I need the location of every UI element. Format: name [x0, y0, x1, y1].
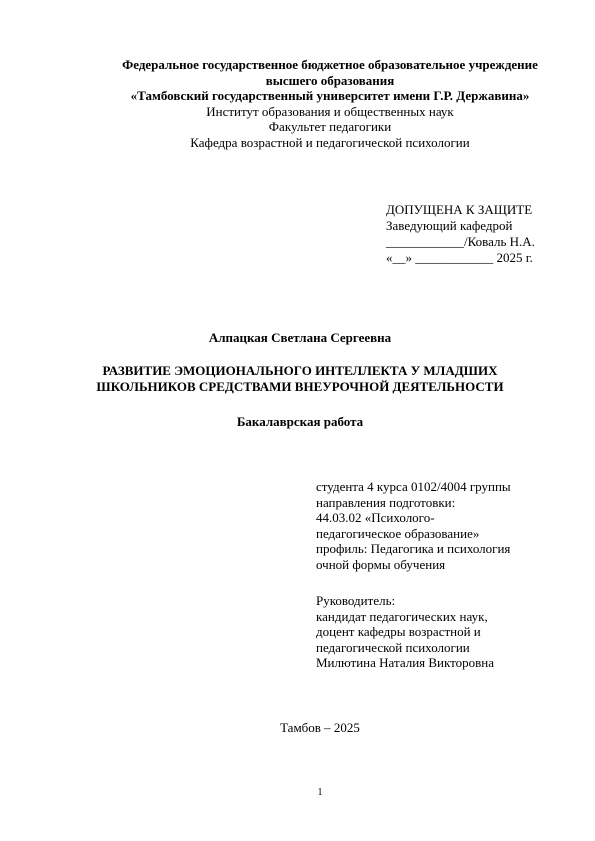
student-info	[316, 479, 556, 572]
approval-signature: ____________/Коваль Н.А.	[386, 234, 535, 249]
header-line-5: Факультет педагогики	[268, 119, 392, 134]
student-line-3: 44.03.02 «Психолого-	[316, 510, 435, 525]
supervisor-line-3: доцент кафедры возрастной и	[316, 624, 481, 639]
supervisor-line-4: педагогической психологии	[316, 639, 470, 655]
supervisor-line-1: Руководитель:	[316, 593, 396, 608]
student-line-1: студента 4 курса 0102/4004 группы	[316, 479, 511, 494]
supervisor-info	[316, 593, 556, 671]
approval-status: ДОПУЩЕНА К ЗАЩИТЕ	[386, 202, 533, 217]
student-line-4: педагогическое образование»	[316, 525, 480, 541]
supervisor-line-5: Милютина Наталия Викторовна	[316, 655, 495, 670]
header-line-1: Федеральное государственное бюджетное образовательное учреждение	[122, 57, 538, 72]
institution-header	[60, 57, 595, 150]
student-line-5: профиль: Педагогика и психология	[316, 541, 511, 556]
author-name: Алпацкая Светлана Сергеевна	[208, 330, 392, 345]
page-number: 1	[317, 787, 323, 798]
header-line-2: высшего образования	[265, 72, 395, 88]
thesis-title	[80, 363, 520, 394]
header-line-4: Институт образования и общественных наук	[206, 103, 454, 119]
title-line-2: ШКОЛЬНИКОВ СРЕДСТВАМИ ВНЕУРОЧНОЙ ДЕЯТЕЛЬНОСТИ	[96, 378, 504, 394]
header-line-6: Кафедра возрастной и педагогической психологии	[190, 134, 470, 150]
supervisor-line-2: кандидат педагогических наук,	[316, 608, 488, 624]
approval-date: «__» ____________ 2025 г.	[386, 250, 533, 265]
student-line-2: направления подготовки:	[316, 494, 456, 510]
city-year: Тамбов – 2025	[280, 720, 360, 735]
approval-block	[386, 202, 586, 266]
student-line-6: очной формы обучения	[316, 556, 446, 572]
work-type: Бакалаврская работа	[236, 414, 364, 429]
approval-role: Заведующий кафедрой	[386, 218, 513, 233]
header-line-3: «Тамбовский государственный университет имени Г.Р. Державина»	[130, 88, 530, 103]
title-line-1: РАЗВИТИЕ ЭМОЦИОНАЛЬНОГО ИНТЕЛЛЕКТА У МЛАДШИХ	[102, 363, 498, 378]
